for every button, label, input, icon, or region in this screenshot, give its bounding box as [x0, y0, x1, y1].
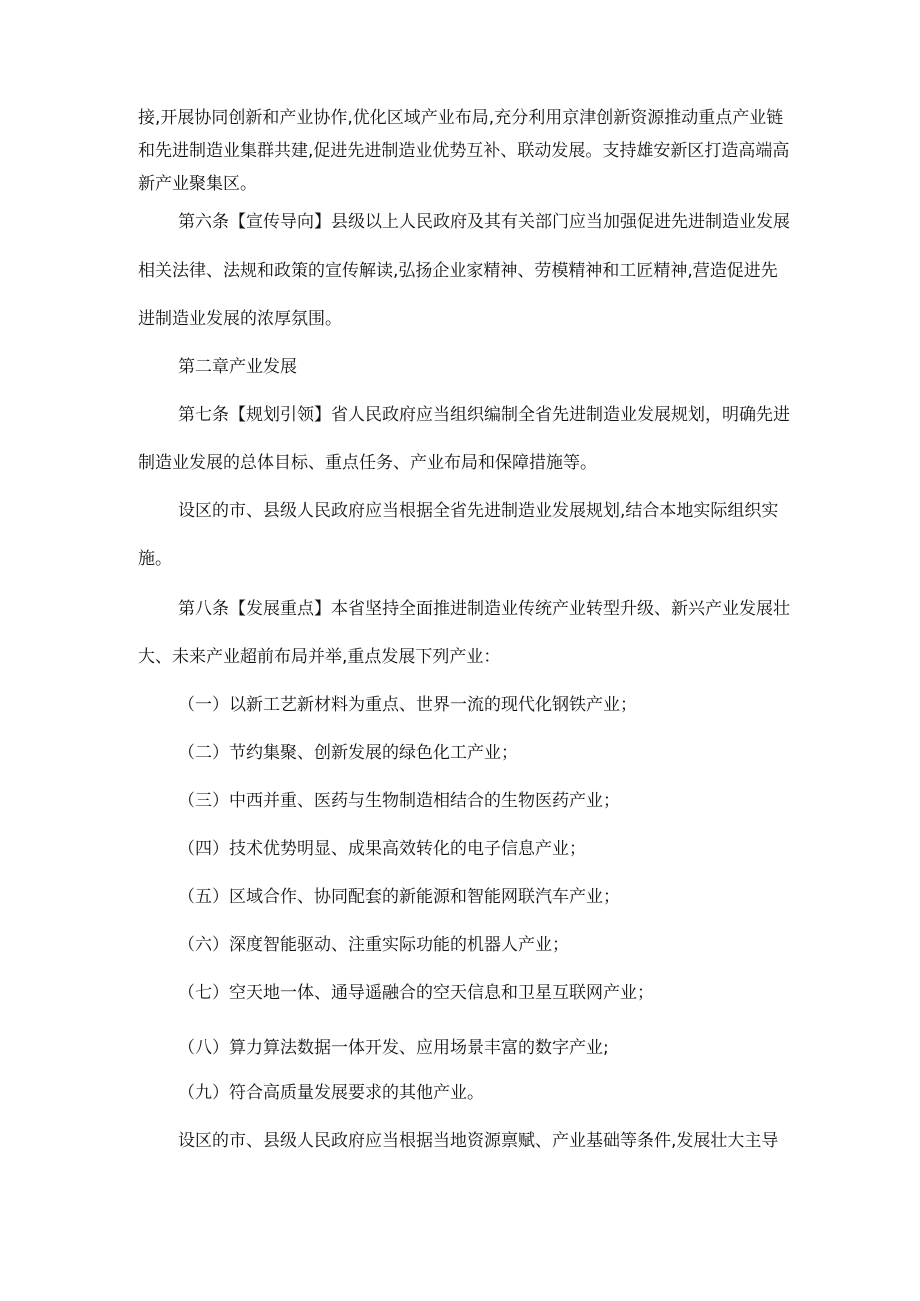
- text-line: 相关法律、法规和政策的宣传解读,弘扬企业家精神、劳模精神和工匠精神,营造促进先: [138, 261, 778, 281]
- article-8-heading-line: 第八条【发展重点】本省坚持全面推进制造业传统产业转型升级、新兴产业发展壮: [178, 599, 790, 619]
- list-item: （五）区域合作、协同配套的新能源和智能网联汽车产业；: [178, 887, 620, 907]
- article-7-heading-line: 第七条【规划引领】省人民政府应当组织编制全省先进制造业发展规划，明确先进: [178, 405, 790, 425]
- text-line: 施。: [138, 549, 172, 569]
- chapter-heading: 第二章产业发展: [178, 357, 297, 377]
- text-line: 接,开展协同创新和产业协作,优化区域产业布局,充分利用京津创新资源推动重点产业链: [138, 108, 784, 128]
- text-line: 制造业发展的总体目标、重点任务、产业布局和保障措施等。: [138, 453, 597, 473]
- text-line: 和先进制造业集群共建,促进先进制造业优势互补、联动发展。支持雄安新区打造高端高: [138, 141, 790, 161]
- article-6-heading-line: 第六条【宣传导向】县级以上人民政府及其有关部门应当加强促进先进制造业发展: [178, 212, 790, 232]
- text-line: 新产业聚集区。: [138, 174, 257, 194]
- text-line: 进制造业发展的浓厚氛围。: [138, 309, 342, 329]
- list-item: （八）算力算法数据一体开发、应用场景丰富的数字产业;: [178, 1038, 609, 1058]
- list-item: （六）深度智能驱动、注重实际功能的机器人产业；: [178, 935, 569, 955]
- list-item: （七）空天地一体、通导遥融合的空天信息和卫星互联网产业；: [178, 983, 654, 1003]
- list-item: （三）中西并重、医药与生物制造相结合的生物医药产业；: [178, 791, 620, 811]
- list-item: （九）符合高质量发展要求的其他产业。: [178, 1083, 484, 1103]
- text-line: 大、未来产业超前布局并举,重点发展下列产业：: [138, 647, 501, 667]
- text-line: 设区的市、县级人民政府应当根据当地资源禀赋、产业基础等条件,发展壮大主导: [178, 1131, 779, 1151]
- list-item: （一）以新工艺新材料为重点、世界一流的现代化钢铁产业；: [178, 695, 637, 715]
- text-line: 设区的市、县级人民政府应当根据全省先进制造业发展规划,结合本地实际组织实: [178, 501, 779, 521]
- list-item: （二）节约集聚、创新发展的绿色化工产业；: [178, 743, 518, 763]
- list-item: （四）技术优势明显、成果高效转化的电子信息产业；: [178, 839, 586, 859]
